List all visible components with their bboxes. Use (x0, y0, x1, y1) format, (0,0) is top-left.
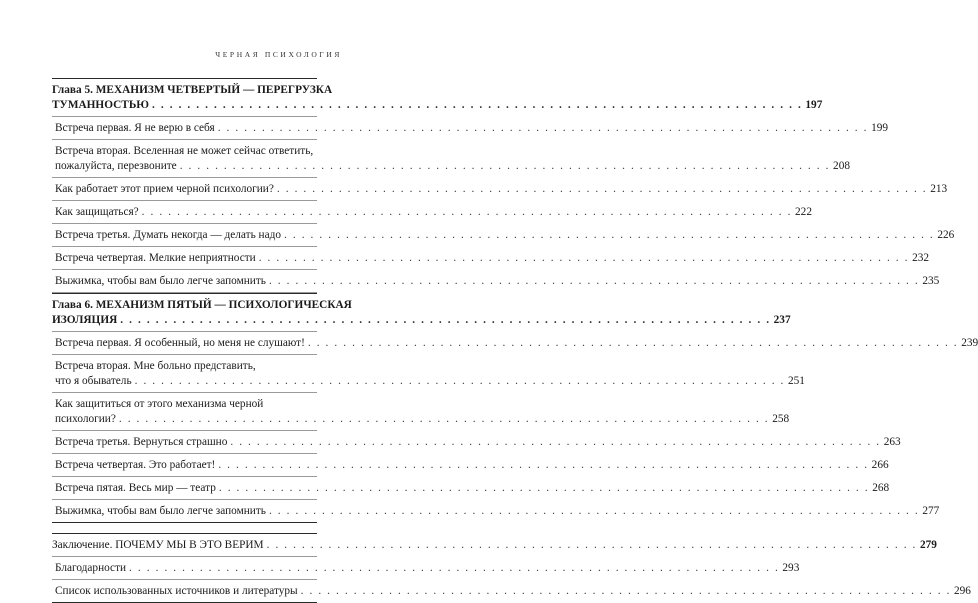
chapter-title: ИЗОЛЯЦИЯ (52, 314, 118, 326)
entry-title: Как защититься от этого механизма черной (55, 398, 264, 410)
toc-entry[interactable] (52, 224, 955, 247)
leader-dots (269, 274, 919, 289)
entry-title: Встреча четвертая. Это работает! (55, 459, 216, 471)
entry-title: Как защищаться? (55, 206, 139, 218)
toc-entry[interactable] (52, 201, 812, 224)
leader-dots (284, 228, 934, 243)
leader-dots (152, 98, 802, 113)
page-number: 296 (954, 585, 971, 597)
toc-entry[interactable] (52, 393, 790, 431)
page-number: 251 (787, 375, 805, 387)
entry-title: Список использованных источников и литературы (55, 585, 298, 597)
page-number: 235 (922, 275, 940, 287)
leader-dots (119, 412, 769, 427)
toc-entry-acknowledgements[interactable] (52, 557, 800, 580)
toc-entry-chapter-5[interactable] (52, 79, 823, 117)
toc-entry[interactable] (52, 500, 940, 523)
chapter-6-group (52, 293, 978, 523)
toc-entry-chapter-6[interactable] (52, 294, 791, 332)
toc-entry-references[interactable] (52, 580, 971, 603)
toc-entry[interactable] (52, 332, 978, 355)
page-number: 263 (883, 436, 901, 448)
chapter-title: Глава 5. МЕХАНИЗМ ЧЕТВЕРТЫЙ — ПЕРЕГРУЗКА (52, 84, 333, 96)
page-number: 293 (782, 562, 800, 574)
entry-title: Встреча третья. Вернуться страшно (55, 436, 228, 448)
page-number: 277 (922, 505, 940, 517)
entry-title: Встреча пятая. Весь мир — театр (55, 482, 216, 494)
page-number: 266 (871, 459, 889, 471)
page-number: 226 (937, 229, 955, 241)
table-of-contents (52, 78, 978, 603)
entry-title: Встреча третья. Думать некогда — делать надо (55, 229, 281, 241)
page-number: 258 (772, 413, 790, 425)
toc-entry[interactable] (52, 140, 850, 178)
page-number: 237 (773, 314, 791, 326)
toc-entry[interactable] (52, 431, 901, 454)
chapter-5-group (52, 78, 955, 293)
toc-entry[interactable] (52, 355, 805, 393)
page-number: 268 (872, 482, 890, 494)
running-header: ЧЕРНАЯ ПСИХОЛОГИЯ (215, 50, 342, 59)
leader-dots (120, 313, 770, 328)
page-number: 232 (912, 252, 930, 264)
leader-dots (218, 121, 868, 136)
entry-title: Встреча четвертая. Мелкие неприятности (55, 252, 256, 264)
page-number: 213 (930, 183, 948, 195)
leader-dots (135, 374, 785, 389)
back-matter-group (52, 533, 971, 603)
leader-dots (180, 159, 830, 174)
leader-dots (301, 584, 951, 599)
page-number: 222 (795, 206, 812, 218)
leader-dots (219, 481, 869, 496)
toc-entry[interactable] (52, 270, 940, 293)
entry-title: Выжимка, чтобы вам было легче запомнить (55, 275, 266, 287)
toc-entry[interactable] (52, 477, 890, 500)
toc-entry-conclusion[interactable] (52, 534, 937, 557)
entry-title: Встреча первая. Я не верю в себя (55, 122, 215, 134)
entry-title: Встреча вторая. Вселенная не может сейчас ответить, (55, 145, 314, 157)
page-number: 199 (871, 122, 889, 134)
leader-dots (142, 205, 792, 220)
page-number: 239 (961, 337, 978, 349)
toc-entry[interactable] (52, 247, 930, 270)
leader-dots (129, 561, 779, 576)
chapter-title: ТУМАННОСТЬЮ (52, 99, 150, 111)
toc-entry[interactable] (52, 454, 889, 477)
entry-title: Как работает этот прием черной психологии? (55, 183, 274, 195)
leader-dots (230, 435, 880, 450)
page-number: 197 (805, 99, 823, 111)
leader-dots (259, 251, 909, 266)
entry-title: что я обыватель (55, 375, 132, 387)
leader-dots (218, 458, 868, 473)
entry-title: Встреча вторая. Мне больно представить, (55, 360, 256, 372)
toc-entry[interactable] (52, 178, 948, 201)
entry-title: пожалуйста, перезвоните (55, 160, 177, 172)
chapter-title: Глава 6. МЕХАНИЗМ ПЯТЫЙ — ПСИХОЛОГИЧЕСКАЯ (52, 299, 352, 311)
entry-title: Встреча первая. Я особенный, но меня не слушают! (55, 337, 305, 349)
entry-title: Благодарности (55, 562, 127, 574)
toc-entry[interactable] (52, 117, 889, 140)
leader-dots (308, 336, 958, 351)
page-number: 208 (833, 160, 850, 172)
entry-title: Выжимка, чтобы вам было легче запомнить (55, 505, 266, 517)
page-number: 279 (919, 539, 937, 551)
entry-title: психологии? (55, 413, 116, 425)
entry-title: Заключение. ПОЧЕМУ МЫ В ЭТО ВЕРИМ (52, 539, 264, 551)
leader-dots (277, 182, 927, 197)
leader-dots (267, 538, 917, 553)
leader-dots (269, 504, 919, 519)
